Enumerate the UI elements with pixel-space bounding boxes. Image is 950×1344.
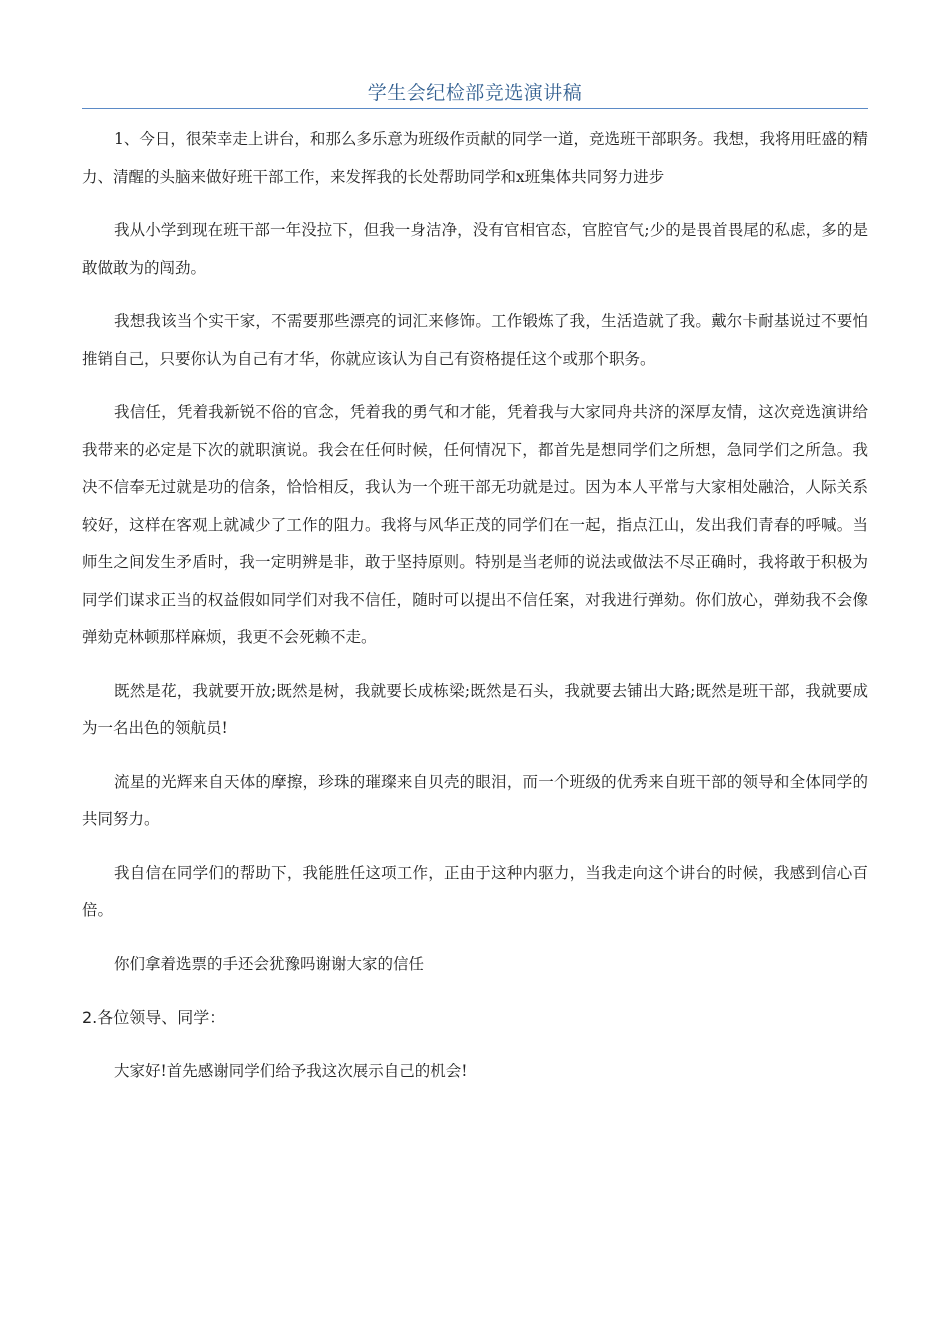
paragraph-3: 我想我该当个实干家，不需要那些漂亮的词汇来修饰。工作锻炼了我，生活造就了我。戴尔卡耐基说过不要怕推销自己，只要你认为自己有才华，你就应该认为自己有资格提任这个或那个职务。 — [82, 312, 868, 368]
document-title: 学生会纪检部竞选演讲稿 — [367, 82, 583, 104]
paragraph-7: 我自信在同学们的帮助下，我能胜任这项工作，正由于这种内驱力，当我走向这个讲台的时候，我感到信心百倍。 — [82, 863, 868, 919]
paragraph-8: 你们拿着选票的手还会犹豫吗谢谢大家的信任 — [114, 954, 425, 973]
title-underline — [82, 108, 868, 109]
document-body — [82, 121, 868, 1106]
paragraph-5: 既然是花，我就要开放;既然是树，我就要长成栋梁;既然是石头，我就要去铺出大路;既然是班干部，我就要成为一名出色的领航员! — [82, 681, 868, 737]
paragraph-4: 我信任，凭着我新锐不俗的官念，凭着我的勇气和才能，凭着我与大家同舟共济的深厚友情，这次竞选演讲给我带来的必定是下次的就职演说。我会在任何时候，任何情况下，都首先是想同学们之所想，急同学们之所急。我决不信奉无过就是功的信条，恰恰相反，我认为一个班干部无功就是过。因为本人平常与大家相处融洽，人际关系较好，这样在客观上就减少了工作的阻力。我将与风华正茂的同学们在一起，指点江山，发出我们青春的呼喊。当师生之间发生矛盾时，我一定明辨是非，敢于坚持原则。特别是当老师的说法或做法不尽正确时，我将敢于积极为同学们谋求正当的权益假如同学们对我不信任，随时可以提出不信任案，对我进行弹劾。你们放心，弹劾我不会像弹劾克林顿那样麻烦，我更不会死赖不走。 — [82, 403, 868, 646]
paragraph-2: 我从小学到现在班干部一年没拉下，但我一身洁净，没有官相官态，官腔官气;少的是畏首畏尾的私虑，多的是敢做敢为的闯劲。 — [82, 221, 868, 277]
paragraph-10: 大家好!首先感谢同学们给予我这次展示自己的机会! — [114, 1061, 468, 1080]
paragraph-6: 流星的光辉来自天体的摩擦，珍珠的璀璨来自贝壳的眼泪，而一个班级的优秀来自班干部的领导和全体同学的共同努力。 — [82, 772, 868, 828]
paragraph-1: 1、今日，很荣幸走上讲台，和那么多乐意为班级作贡献的同学一道，竞选班干部职务。我想，我将用旺盛的精力、清醒的头脑来做好班干部工作，来发挥我的长处帮助同学和x班集体共同努力进步 — [82, 130, 868, 186]
section-heading-2: 2.各位领导、同学： — [82, 1008, 226, 1027]
